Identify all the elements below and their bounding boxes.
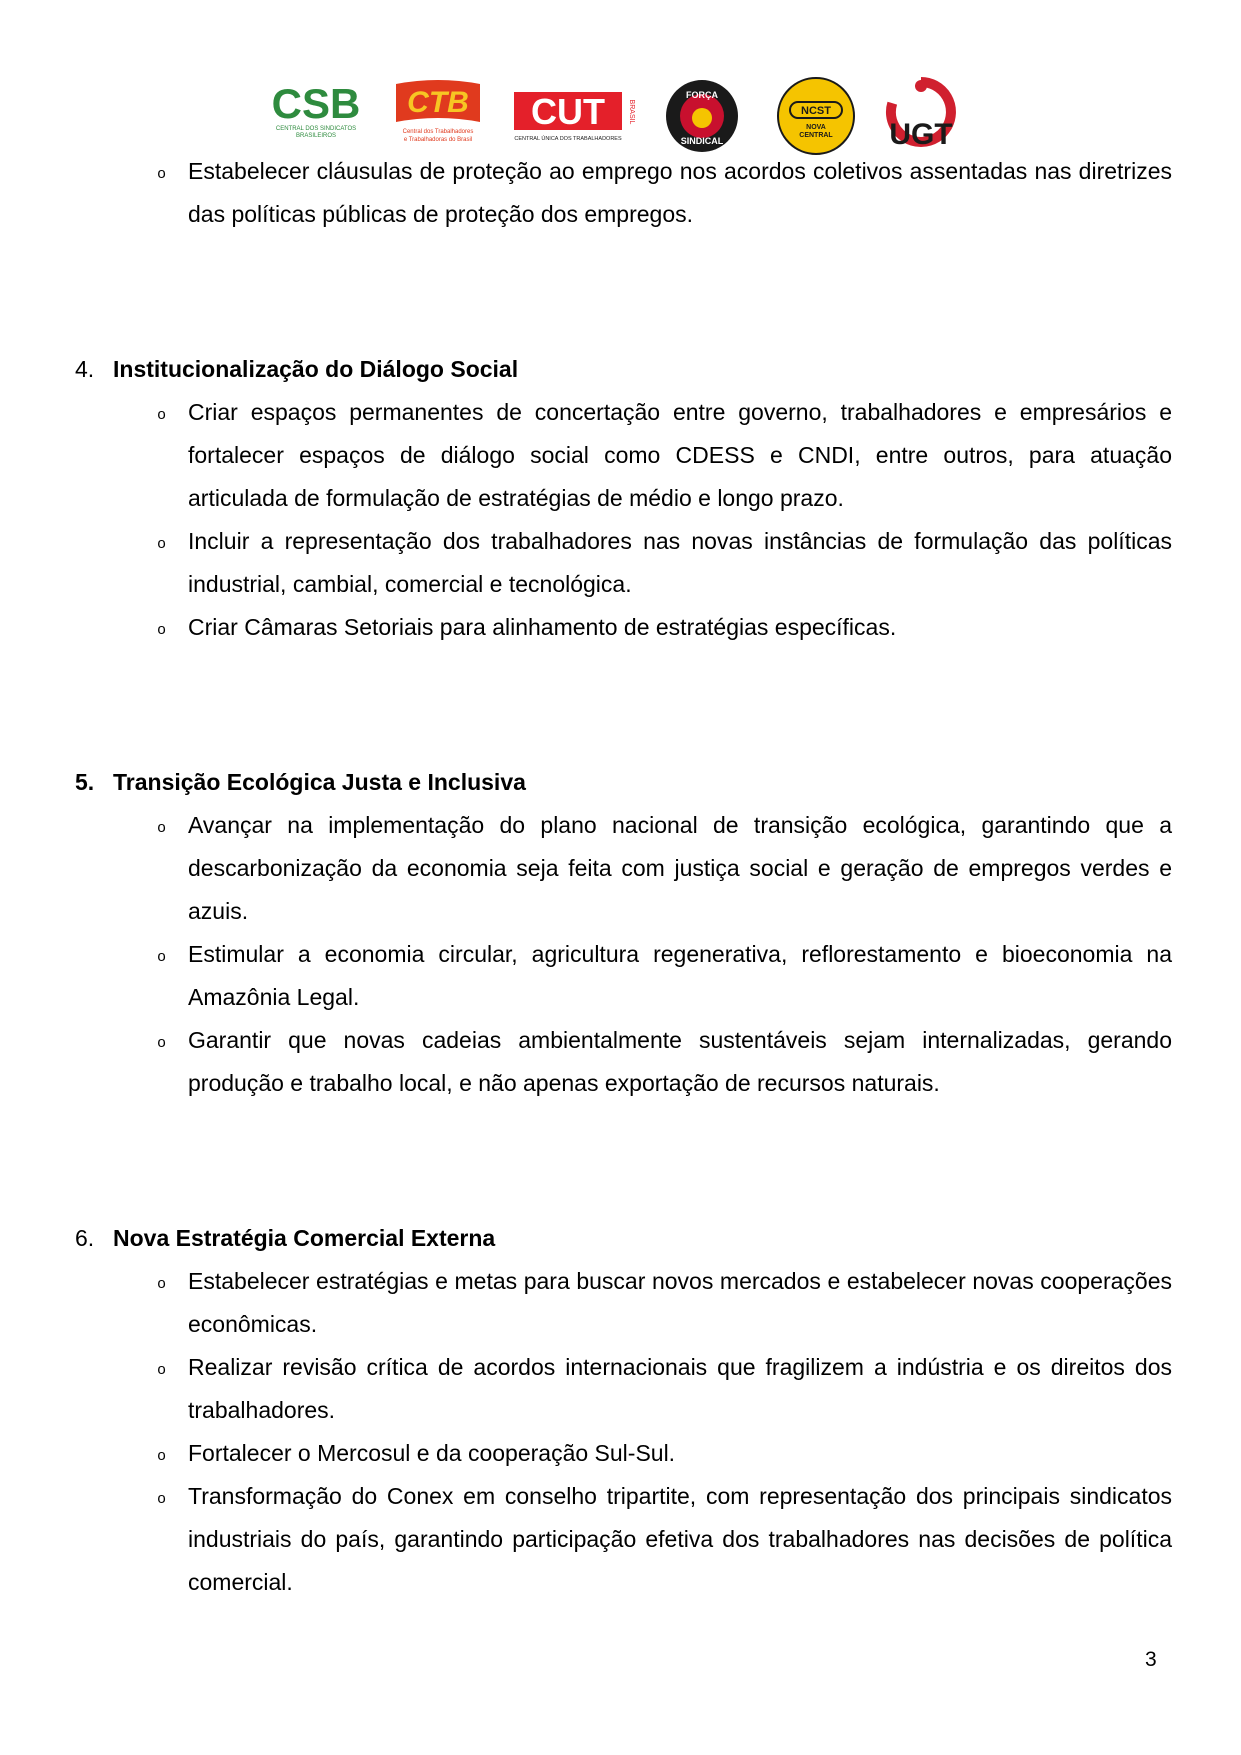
document-body [75, 150, 1173, 1604]
list-item: o Incluir a representação dos trabalhadores nas novas instâncias de formulação das políticas industrial, cambial, comercial e tecnológica. [75, 520, 1173, 606]
section-6 [75, 1217, 1173, 1604]
bullet-circle-icon: o [157, 1275, 166, 1292]
section-heading [75, 761, 1173, 804]
bullet-circle-icon: o [157, 1490, 166, 1507]
ncst-logo [776, 76, 856, 156]
section-number: 5. [75, 769, 95, 795]
section-title: Institucionalização do Diálogo Social [113, 356, 519, 382]
section-number: 6. [75, 1225, 95, 1251]
forca-sindical-logo [664, 78, 740, 154]
list-item: o Estabelecer cláusulas de proteção ao emprego nos acordos coletivos assentadas nas diretrizes das políticas públicas de proteção dos empregos. [75, 150, 1173, 236]
csb-logo-text: CSB [271, 84, 361, 127]
bullet-circle-icon: o [157, 535, 166, 552]
ctb-logo [392, 78, 484, 148]
section-4 [75, 348, 1173, 649]
svg-text:Central dos Trabalhadores: Central dos Trabalhadores [402, 129, 474, 135]
cut-logo [512, 88, 636, 144]
ncst-logo-text: NCST [801, 105, 831, 117]
list-item: o Fortalecer o Mercosul e da cooperação Sul-Sul. [75, 1432, 1173, 1475]
page-number: 3 [1145, 1648, 1157, 1671]
list-item: o Realizar revisão crítica de acordos internacionais que fragilizem a indústria e os direitos dos trabalhadores. [75, 1346, 1173, 1432]
section-title: Transição Ecológica Justa e Inclusiva [113, 769, 526, 795]
svg-text:CENTRAL: CENTRAL [799, 132, 833, 139]
section-5 [75, 761, 1173, 1105]
bullet-circle-icon: o [157, 1447, 166, 1464]
section-title: Nova Estratégia Comercial Externa [113, 1225, 496, 1251]
svg-text:BRASILEIROS: BRASILEIROS [295, 133, 337, 139]
bullet-circle-icon: o [157, 1361, 166, 1378]
bullet-circle-icon: o [157, 165, 166, 182]
section-heading [75, 1217, 1173, 1260]
list-item: o Avançar na implementação do plano nacional de transição ecológica, garantindo que a descarbonização da economia seja feita com justiça social e geração de empregos verdes e azuis. [75, 804, 1173, 933]
list-item: o Garantir que novas cadeias ambientalmente sustentáveis sejam internalizadas, gerando produção e trabalho local, e não apenas exportação de recursos naturais. [75, 1019, 1173, 1105]
cut-logo-text: CUT [531, 91, 605, 132]
svg-text:CENTRAL DOS SINDICATOS: CENTRAL DOS SINDICATOS [275, 126, 357, 132]
svg-text:NOVA: NOVA [806, 124, 826, 131]
list-item: o Estimular a economia circular, agricultura regenerativa, reflorestamento e bioeconomia na Amazônia Legal. [75, 933, 1173, 1019]
svg-text:BRASIL: BRASIL [628, 99, 635, 125]
ugt-logo-text: UGT [889, 118, 953, 151]
svg-text:FORÇA: FORÇA [686, 90, 718, 100]
bullet-list [75, 1260, 1173, 1604]
list-item: o Criar espaços permanentes de concertação entre governo, trabalhadores e empresários e fortalecer espaços de diálogo social como CDESS e CNDI, entre outros, para atuação articulada de formulação de estratégias de médio e longo prazo. [75, 391, 1173, 520]
bullet-list [75, 804, 1173, 1105]
bullet-circle-icon: o [157, 621, 166, 638]
ctb-logo-text: CTB [407, 86, 469, 119]
csb-logo [268, 84, 364, 144]
section-heading [75, 348, 1173, 391]
svg-text:SINDICAL: SINDICAL [680, 136, 724, 146]
svg-text:CENTRAL ÚNICA DOS TRABALHADORE: CENTRAL ÚNICA DOS TRABALHADORES [514, 136, 622, 142]
bullet-circle-icon: o [157, 1034, 166, 1051]
bullet-circle-icon: o [157, 406, 166, 423]
bullet-circle-icon: o [157, 819, 166, 836]
ugt-logo [880, 76, 962, 152]
list-item: o Criar Câmaras Setoriais para alinhamento de estratégias específicas. [75, 606, 1173, 649]
intro-bullet-list [75, 150, 1173, 236]
list-item: o Estabelecer estratégias e metas para buscar novos mercados e estabelecer novas cooperações econômicas. [75, 1260, 1173, 1346]
section-number: 4. [75, 356, 95, 382]
list-item: o Transformação do Conex em conselho tripartite, com representação dos principais sindicatos industriais do país, garantindo participação efetiva dos trabalhadores nas decisões de política comercial. [75, 1475, 1173, 1604]
svg-text:e Trabalhadoras do Brasil: e Trabalhadoras do Brasil [403, 137, 473, 143]
bullet-circle-icon: o [157, 948, 166, 965]
bullet-list [75, 391, 1173, 649]
